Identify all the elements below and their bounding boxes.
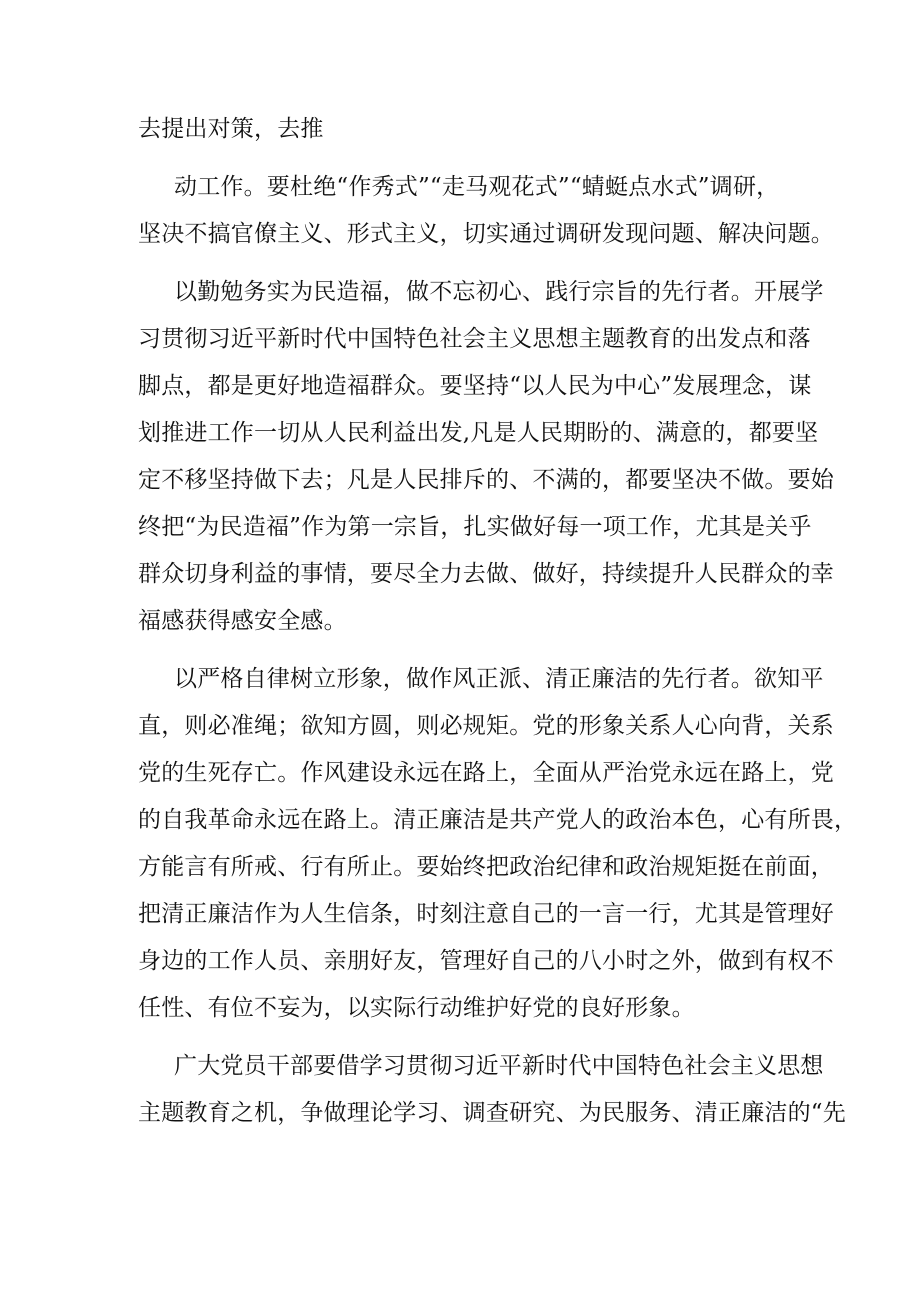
text-line: 以勤勉务实为民造福，做不忘初心、践行宗旨的先行者。开展学 bbox=[174, 279, 824, 305]
text-line: 习贯彻习近平新时代中国特色社会主义思想主题教育的出发点和落 bbox=[138, 326, 811, 352]
text-line: 方能言有所戒、行有所止。要始终把政治纪律和政治规矩挺在前面， bbox=[138, 854, 834, 880]
text-line: 身边的工作人员、亲朋好友，管理好自己的八小时之外，做到有权不 bbox=[138, 948, 834, 974]
text-line: 坚决不搞官僚主义、形式主义，切实通过调研发现问题、解决问题。 bbox=[138, 221, 834, 247]
text-line: 动工作。要杜绝“作秀式”“走马观花式”“蜻蜓点水式”调研， bbox=[174, 174, 780, 200]
text-line: 终把“为民造福”作为第一宗旨，扎实做好每一项工作，尤其是关乎 bbox=[138, 514, 812, 540]
text-line: 党的生死存亡。作风建设永远在路上，全面从严治党永远在路上，党 bbox=[138, 760, 834, 786]
text-line: 群众切身利益的事情，要尽全力去做、做好，持续提升人民群众的幸 bbox=[138, 561, 834, 587]
text-line: 定不移坚持做下去；凡是人民排斥的、不满的，都要坚决不做。要始 bbox=[138, 467, 834, 493]
text-line: 主题教育之机，争做理论学习、调查研究、为民服务、清正廉洁的“先 bbox=[138, 1100, 846, 1126]
text-line: 脚点，都是更好地造福群众。要坚持“以人民为中心”发展理念，谋 bbox=[138, 373, 812, 399]
text-line: 直，则必准绳；欲知方圆，则必规矩。党的形象关系人心向背，关系 bbox=[138, 713, 834, 739]
text-line: 福感获得感安全感。 bbox=[138, 608, 347, 634]
text-line: 以严格自律树立形象，做作风正派、清正廉洁的先行者。欲知平 bbox=[174, 666, 824, 692]
text-line: 广大党员干部要借学习贯彻习近平新时代中国特色社会主义思想 bbox=[174, 1053, 824, 1079]
text-line: 任性、有位不妄为，以实际行动维护好党的良好形象。 bbox=[138, 995, 695, 1021]
text-line: 的自我革命永远在路上。清正廉洁是共产党人的政治本色，心有所畏， bbox=[138, 807, 858, 833]
text-line: 把清正廉洁作为人生信条，时刻注意自己的一言一行，尤其是管理好 bbox=[138, 901, 834, 927]
text-line: 去提出对策，去推 bbox=[138, 116, 324, 142]
text-line: 划推进工作一切从人民利益出发,凡是人民期盼的、满意的，都要坚 bbox=[138, 420, 819, 446]
